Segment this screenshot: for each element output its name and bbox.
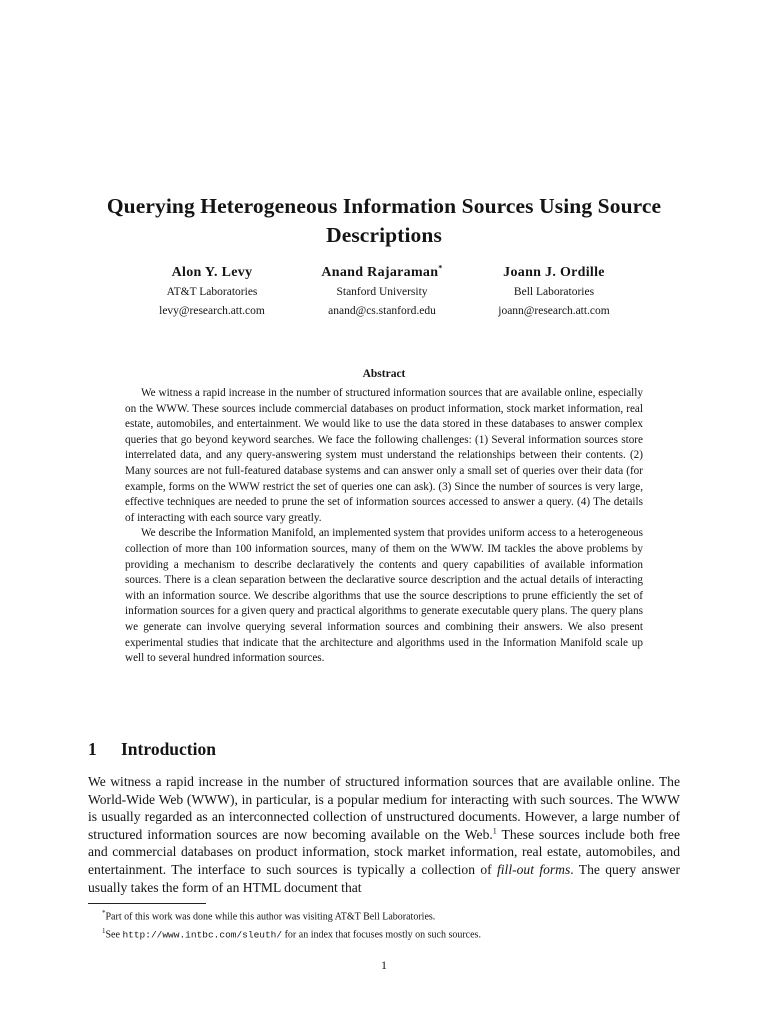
abstract-paragraph: We witness a rapid increase in the number of structured information sources that are available online, especially on the WWW. These sources include commercial databases on product information, stock market information, real estate, automobiles, and entertainment. We would like to use the data stored in these databases to answer complex queries that go beyond keyword searches. We face the following challenges: (1) Several information sources store interrelated data, and any query-answering system must understand the relationships between their contents. (2) Many sources are not full-featured database systems and can answer only a small set of queries over their data (for example, forms on the WWW restrict the set of queries one can ask). (3) Since the number of sources is very large, effective techniques are needed to prune the set of information sources accessed to answer a query. (4) The details of interacting with each source vary greatly. xyxy=(125,387,643,524)
footnote-divider xyxy=(88,903,206,904)
author-email: anand@cs.stanford.edu xyxy=(328,305,436,317)
abstract-body xyxy=(125,386,643,667)
footnote-mark: * xyxy=(438,263,443,273)
section-heading xyxy=(88,739,216,760)
author-affiliation: AT&T Laboratories xyxy=(166,286,258,298)
section-number: 1 xyxy=(88,739,97,759)
intro-paragraph: We witness a rapid increase in the number of structured information sources that are available online. The World-Wide Web (WWW), in particular, is a popular medium for interacting with such sources. The WWW is usually regarded as an interconnected collection of unstructured documents. However, a large number of structured information sources are now becoming available on the Web.$^1$ These sources include both free and commercial databases on product information, stock market information, real estate, automobiles, and entertainment. The interface to such sources is typically a collection of fill-out forms. The query answer usually takes the form of an HTML document that xyxy=(88,774,681,895)
emphasis-text: fill-out forms xyxy=(496,861,571,877)
footnote-1: *Part of this work was done while this author was visiting AT&T Bell Laboratories. xyxy=(102,909,436,923)
paper-title: Querying Heterogeneous Information Sources Using Source Descriptions xyxy=(106,194,662,247)
abstract-paragraph: We describe the Information Manifold, an implemented system that provides uniform access to a heterogeneous collection of more than 100 information sources, many of them on the WWW. IM tackles the above problems by providing a mechanism to describe declaratively the contents and query capabilities of available information sources. There is a clean separation between the declarative source description and the actual details of interacting with an information source. We describe algorithms that use the source descriptions to prune efficiently the set of information sources for a given query and practical algorithms to generate executable query plans. The query plans we generate can involve querying several information sources and combining their answers. We also present experimental studies that indicate that the architecture and algorithms used in the Information Manifold scale up well to several hundred information sources. xyxy=(125,527,643,665)
author-affiliation: Bell Laboratories xyxy=(513,286,595,298)
page-number: 1 xyxy=(381,958,387,972)
footnote-ref: 1 xyxy=(492,826,497,836)
author-email: levy@research.att.com xyxy=(159,305,265,317)
footnote-url[interactable]: http://www.intbc.com/sleuth/ xyxy=(122,929,283,941)
author-name: Anand Rajaraman xyxy=(321,265,439,280)
abstract-heading: Abstract xyxy=(362,368,406,380)
introduction-body xyxy=(88,773,680,896)
footnote-2: $^1$See http://www.intbc.com/sleuth/ for an index that focuses mostly on such sources. xyxy=(102,927,481,941)
section-title: Introduction xyxy=(121,739,216,759)
author-name: Alon Y. Levy xyxy=(171,265,253,280)
footnotes xyxy=(88,906,680,943)
author-3 xyxy=(444,264,664,320)
author-email: joann@research.att.com xyxy=(498,305,610,317)
author-affiliation: Stanford University xyxy=(336,286,428,298)
author-name: Joann J. Ordille xyxy=(503,265,605,280)
